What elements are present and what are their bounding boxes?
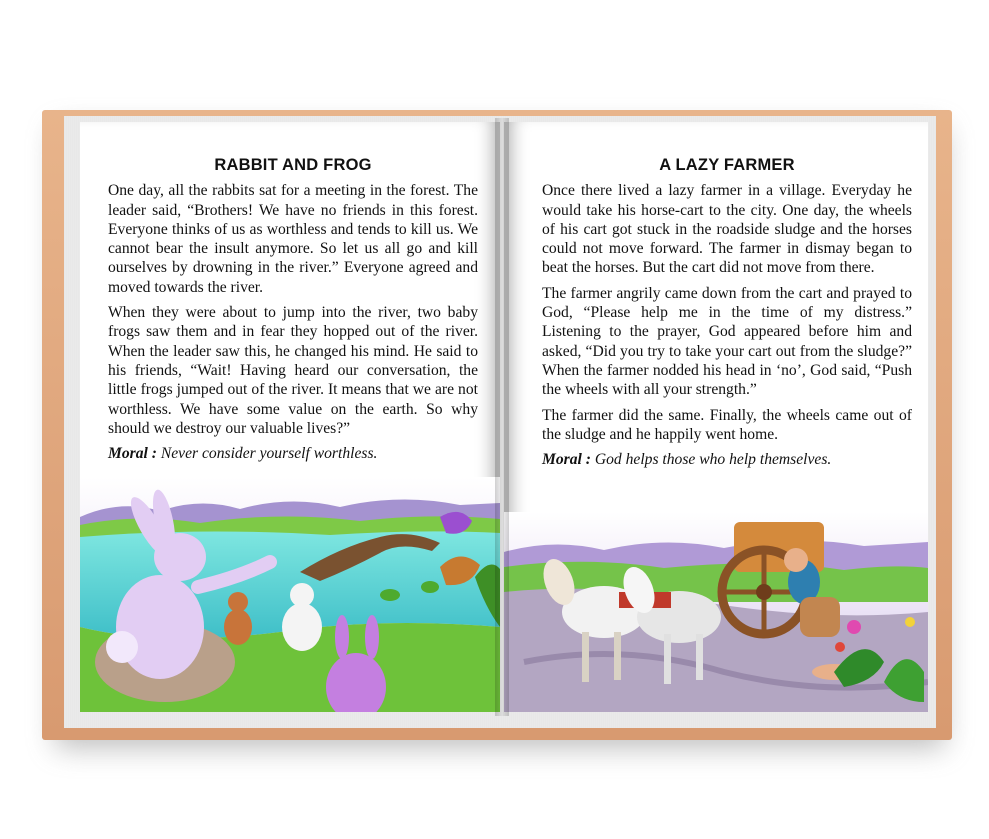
story-moral xyxy=(108,444,478,463)
story-paragraph: One day, all the rabbits sat for a meeting in the forest. The leader said, “Brothers! We have no friends in this forest. Everyone thinks of us as worthless and tends to kill us. We cannot bear the insult anymore. So let us all go and kill ourselves by drowning in the river.” Everyone agreed and moved towards the river. xyxy=(108,182,478,296)
rabbit-frog-illustration xyxy=(80,477,500,712)
story-title: A LAZY FARMER xyxy=(659,156,795,174)
moral-text: Never consider yourself worthless. xyxy=(156,445,378,463)
story-title: RABBIT AND FROG xyxy=(214,156,372,174)
lazy-farmer-illustration xyxy=(504,512,928,712)
story-paragraph: The farmer did the same. Finally, the wheels came out of the sludge and he happily went home. xyxy=(542,406,912,443)
book-spine xyxy=(495,118,509,716)
story-moral xyxy=(542,450,912,469)
moral-label: Moral : xyxy=(108,445,157,463)
right-page xyxy=(504,122,928,712)
story-paragraph: The farmer angrily came down from the cart and prayed to God, “Please help me in the time of my distress.” Listening to the prayer, God appeared before him and asked, “Did you try to take your cart out from the sludge?” When the farmer nodded his head in ‘no’, God said, “Push the wheels with all your strength.” xyxy=(542,284,912,399)
story-paragraph: Once there lived a lazy farmer in a village. Everyday he would take his horse-cart to the city. One day, the wheels of his cart got stuck in the roadside sludge and the horses could not move forward. The farmer in dismay began to beat the horses. But the cart did not move from there. xyxy=(542,182,912,277)
right-story xyxy=(542,156,912,475)
moral-label: Moral : xyxy=(542,451,591,469)
moral-text: God helps those who help themselves. xyxy=(590,451,832,469)
story-paragraph: When they were about to jump into the river, two baby frogs saw them and in fear they hopped out of the river. When the leader saw this, he changed his mind. He said to his friends, “Wait! Having heard our conversation, the little frogs jumped out of the river. It means that we are not worthless. We have some value on the earth. So why should we destroy our valuable lives?” xyxy=(108,304,478,437)
left-page xyxy=(80,122,500,712)
left-story xyxy=(108,156,478,469)
